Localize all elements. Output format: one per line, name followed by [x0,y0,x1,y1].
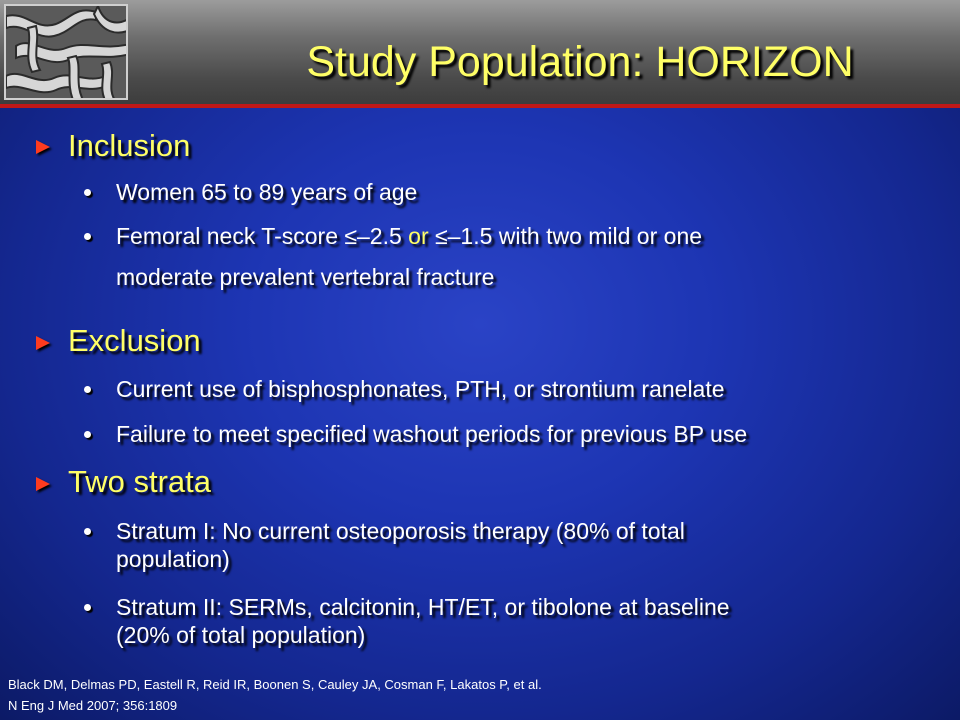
strata-item-one: Stratum I: No current osteoporosis therapy (80% of total [116,518,685,544]
strata-item-two: Stratum II: SERMs, calcitonin, HT/ET, or tibolone at baseline [116,594,730,620]
citation-line-2: N Eng J Med 2007; 356:1809 [8,698,178,713]
arrow-bullet-icon [36,477,50,491]
header-divider [0,104,960,108]
strata-item-two-line2: (20% of total population) [116,622,366,648]
dot-bullet-icon [84,528,91,535]
section-heading-strata: Two strata [68,464,211,499]
inclusion-item-age: Women 65 to 89 years of age [116,179,418,205]
dot-bullet-icon [84,189,91,196]
dot-bullet-icon [84,233,91,240]
or-highlight: or [408,223,429,249]
tscore-text-a: Femoral neck T-score ≤–2.5 [116,223,409,249]
inclusion-item-tscore-line2: moderate prevalent vertebral fracture [116,264,495,290]
section-heading-exclusion: Exclusion [68,323,201,358]
exclusion-item-current-use: Current use of bisphosphonates, PTH, or strontium ranelate [116,376,725,402]
dot-bullet-icon [84,431,91,438]
dot-bullet-icon [84,386,91,393]
strata-item-one-line2: population) [116,546,230,572]
citation-line-1: Black DM, Delmas PD, Eastell R, Reid IR, Boonen S, Cauley JA, Cosman F, Lakatos P, et al. [8,677,542,692]
inclusion-item-tscore [116,223,702,250]
arrow-bullet-icon [36,140,50,154]
arrow-bullet-icon [36,336,50,350]
tscore-text-b: ≤–1.5 with two mild or one [428,223,703,249]
slide-title: Study Population: HORIZON [306,38,854,86]
section-heading-inclusion: Inclusion [68,128,191,163]
dot-bullet-icon [84,604,91,611]
exclusion-item-washout: Failure to meet specified washout periods for previous BP use [116,421,748,447]
